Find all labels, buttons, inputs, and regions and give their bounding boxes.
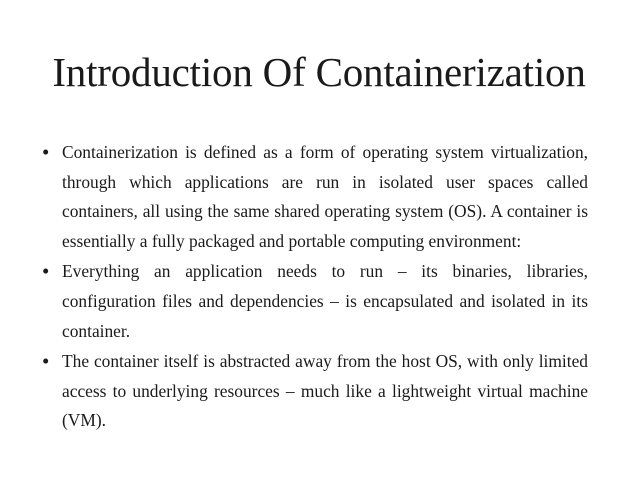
slide-title: Introduction Of Containerization bbox=[52, 49, 586, 95]
bullet-text: The container itself is abstracted away from the host OS, with only limited access to underlying resources – much like a lightweight virtual machine (VM). bbox=[62, 351, 588, 431]
bullet-marker: • bbox=[42, 349, 50, 374]
bullet-item bbox=[42, 257, 588, 346]
bullet-item bbox=[42, 138, 588, 256]
bullet-text: Everything an application needs to run – its binaries, libraries, configuration files and dependencies – is encapsulated and isolated in its container. bbox=[62, 261, 588, 341]
bullet-item bbox=[42, 347, 588, 436]
bullet-list bbox=[42, 138, 588, 437]
bullet-text: Containerization is defined as a form of operating system virtualization, through which applications are run in isolated user spaces called containers, all using the same shared operating system (OS). A container is essentially a fully packaged and portable computing environment: bbox=[62, 142, 588, 251]
bullet-marker: • bbox=[42, 140, 50, 164]
bullet-marker: • bbox=[42, 259, 50, 284]
